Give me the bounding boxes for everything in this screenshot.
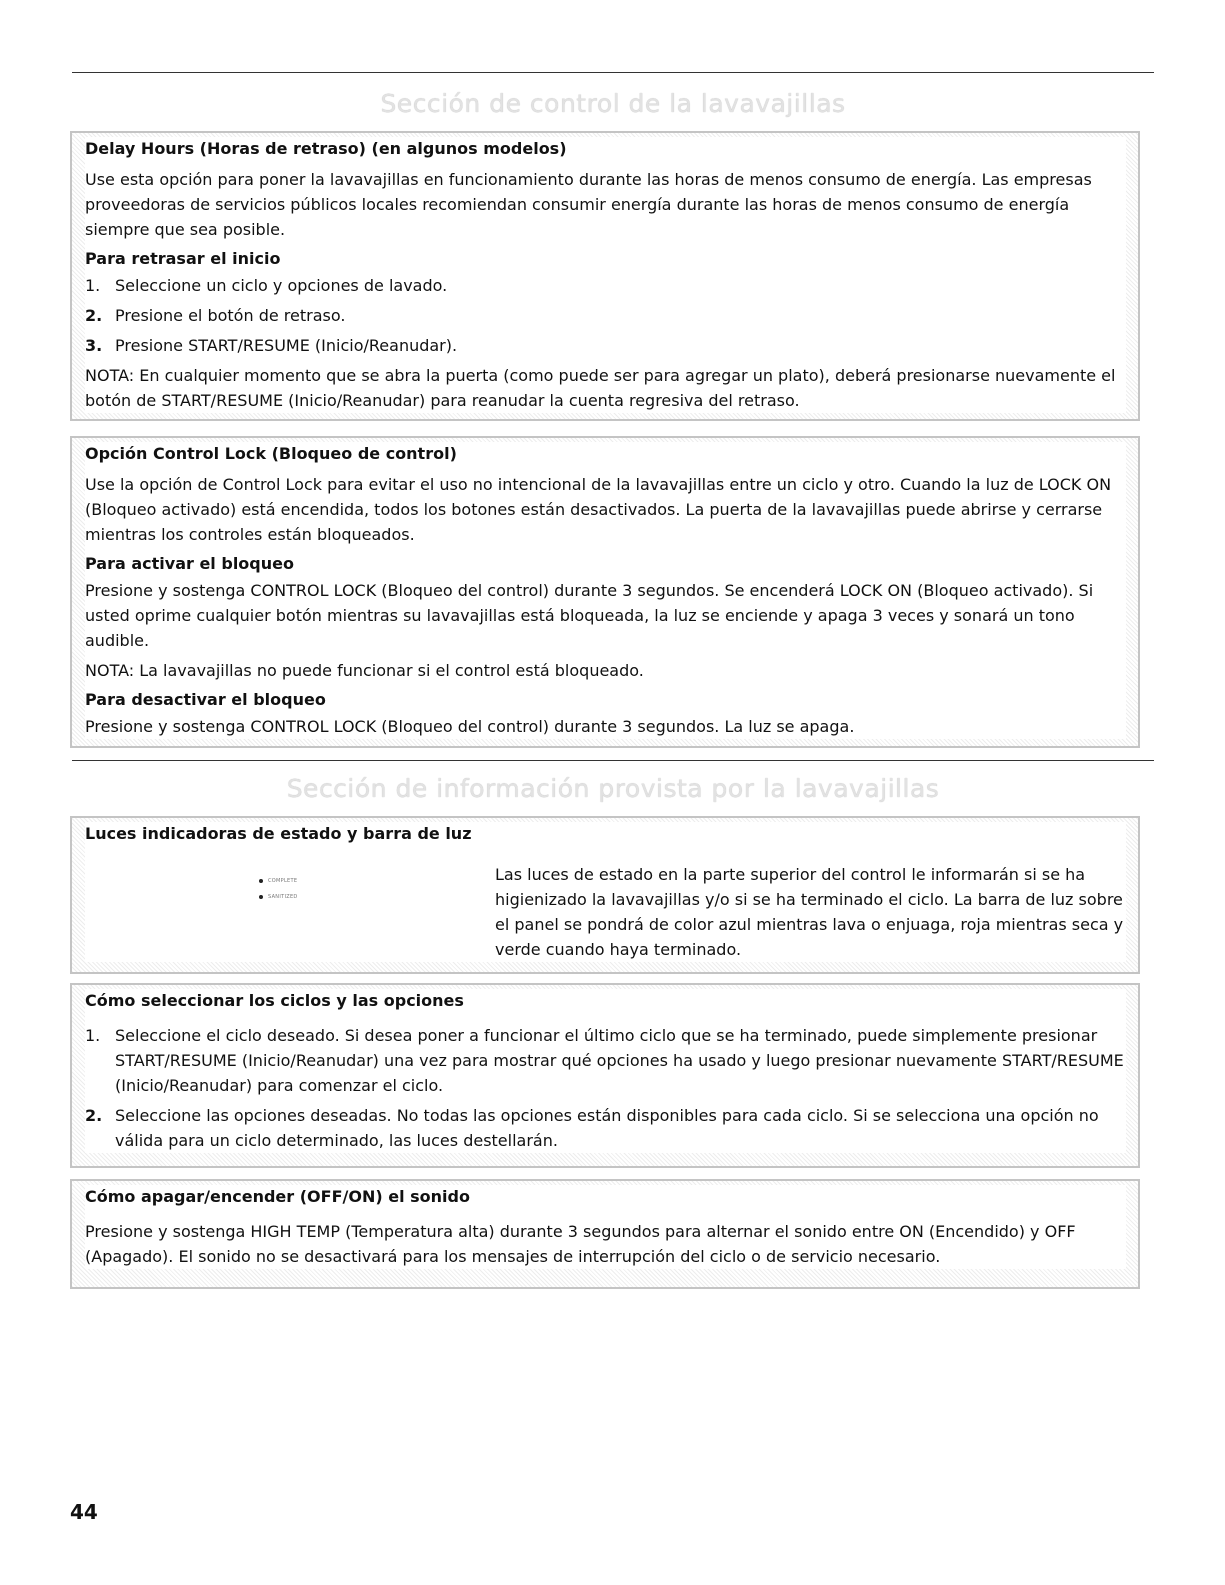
delay-note: NOTA: En cualquier momento que se abra la puerta (como puede ser para agregar un plato), deberá presionarse nuevamente el botón de START/RESUME (Inicio/Reanudar) para reanudar la cuenta regresiva del retraso. bbox=[85, 366, 1116, 410]
sanitized-light-label: SANITIZED bbox=[268, 894, 298, 900]
select-cycles-box bbox=[70, 983, 1140, 1168]
sound-content bbox=[85, 1185, 1126, 1269]
section-title-info: Sección de información provista por la lavavajillas bbox=[286, 774, 940, 803]
control-lock-content bbox=[85, 442, 1126, 739]
sound-box bbox=[70, 1179, 1140, 1289]
select-cycles-title: Cómo seleccionar los ciclos y las opciones bbox=[85, 991, 464, 1010]
lock-note: NOTA: La lavavajillas no puede funcionar si el control está bloqueado. bbox=[85, 661, 644, 680]
status-lights-content bbox=[85, 822, 1126, 962]
list-item: 1. Seleccione el ciclo deseado. Si desea poner a funcionar el último ciclo que se ha terminado, puede simplemente presionar START/RESUME (Inicio/Reanudar) una vez para mostrar qué opciones ha usado y luego presionar nuevamente START/RESUME (Inicio/Reanudar) para comenzar el ciclo. bbox=[85, 1026, 1124, 1095]
delay-start-subtitle: Para retrasar el inicio bbox=[85, 249, 281, 268]
complete-light bbox=[259, 878, 297, 884]
delay-steps bbox=[85, 273, 1126, 358]
list-item: 2. Seleccione las opciones deseadas. No todas las opciones están disponibles para cada ciclo. Si se selecciona una opción no válida para un ciclo determinado, las luces destellarán. bbox=[85, 1106, 1099, 1150]
select-steps bbox=[85, 1023, 1126, 1153]
section-title-control: Sección de control de la lavavajillas bbox=[380, 89, 846, 118]
delay-hours-content bbox=[85, 137, 1126, 413]
complete-light-label: COMPLETE bbox=[268, 878, 298, 884]
lock-activate-subtitle: Para activar el bloqueo bbox=[85, 554, 294, 573]
sanitized-light bbox=[259, 894, 298, 900]
delay-hours-title: Delay Hours (Horas de retraso) (en algunos modelos) bbox=[85, 139, 567, 158]
list-item: 3. Presione START/RESUME (Inicio/Reanudar). bbox=[85, 336, 458, 355]
status-lights-title: Luces indicadoras de estado y barra de luz bbox=[85, 824, 472, 843]
delay-hours-intro: Use esta opción para poner la lavavajillas en funcionamiento durante las horas de menos consumo de energía. Las empresas proveedoras de servicios públicos locales recomiendan consumir energía durante las horas de menos consumo de energía siempre que sea posible. bbox=[85, 170, 1092, 239]
list-item: 2. Presione el botón de retraso. bbox=[85, 306, 346, 325]
sound-title: Cómo apagar/encender (OFF/ON) el sonido bbox=[85, 1187, 470, 1206]
status-lights-illustration bbox=[85, 862, 495, 962]
status-lights-box bbox=[70, 816, 1140, 974]
sound-text: Presione y sostenga HIGH TEMP (Temperatura alta) durante 3 segundos para alternar el sonido entre ON (Encendido) y OFF (Apagado). El sonido no se desactivará para los mensajes de interrupción del ciclo o de servicio necesario. bbox=[85, 1222, 1076, 1266]
control-lock-intro: Use la opción de Control Lock para evitar el uso no intencional de la lavavajillas entre un ciclo y otro. Cuando la luz de LOCK ON (Bloqueo activado) está encendida, todos los botones están desactivados. La puerta de la lavavajillas puede abrirse y cerrarse mientras los controles están bloqueados. bbox=[85, 475, 1112, 544]
select-cycles-content bbox=[85, 989, 1126, 1153]
middle-rule bbox=[72, 760, 1154, 761]
control-lock-title: Opción Control Lock (Bloqueo de control) bbox=[85, 444, 457, 463]
lock-deactivate-text: Presione y sostenga CONTROL LOCK (Bloqueo del control) durante 3 segundos. La luz se apaga. bbox=[85, 717, 855, 736]
page-number: 44 bbox=[70, 1500, 98, 1524]
delay-hours-box bbox=[70, 131, 1140, 421]
status-lights-body bbox=[85, 852, 1126, 962]
top-rule bbox=[72, 72, 1154, 73]
list-item: 1. Seleccione un ciclo y opciones de lavado. bbox=[85, 276, 448, 295]
indicator-dot-icon bbox=[259, 895, 263, 899]
status-lights-text: Las luces de estado en la parte superior del control le informarán si se ha higienizado la lavavajillas y/o si se ha terminado el ciclo. La barra de luz sobre el panel se pondrá de color azul mientras lava o enjuaga, roja mientras seca y verde cuando haya terminado. bbox=[495, 865, 1124, 959]
indicator-dot-icon bbox=[259, 879, 263, 883]
control-lock-box bbox=[70, 436, 1140, 748]
lock-activate-text: Presione y sostenga CONTROL LOCK (Bloqueo del control) durante 3 segundos. Se encenderá LOCK ON (Bloqueo activado). Si usted oprime cualquier botón mientras su lavavajillas está bloqueada, la luz se enciende y apaga 3 veces y sonará un tono audible. bbox=[85, 581, 1094, 650]
lock-deactivate-subtitle: Para desactivar el bloqueo bbox=[85, 690, 326, 709]
